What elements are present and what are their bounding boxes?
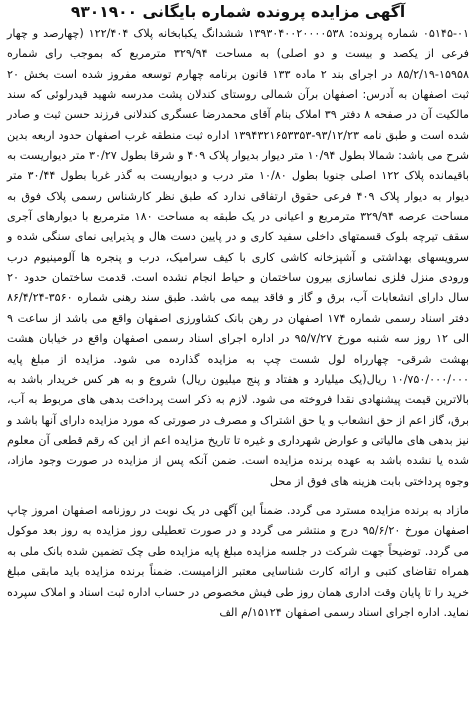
notice-body: ۰۵۱۴۵-۰۱ شماره پرونده: ۱۳۹۳۰۴۰۰۲۰۰۰۰۵۳۸ ششدانگ یکبابخانه پلاک ۱۲۲/۴۰۴ (چهارصد و چهار فرعی از یکصد و بیست و دو اصلی) به مساحت ۳۲۹/۹۴ مترمربع که بموجب رای شماره ۱۵۹۵۸-۸۵/۲/۱۹ در اجرای بند ۲ ماده ۱۳۳ قانون برنامه چهارم توسعه مفروز شده است بخش ۲۰ ثبت اصفهان به آدرس: اصفهان برآن شمالی روستای کندلان پشت مدرسه شهید قیدرلوئی که سند مالکیت آن در صفحه ۸ دفتر ۳۹ املاک بنام آقای محمدرضا عسگری کندلانی فرزند حسن ثبت و صادر شده است و طبق نامه ۹۳/۱۲/۲۳-۱۳۹۴۳۲۱۶۵۳۳۵۳ اداره ثبت منطقه غرب اصفهان حدود اربعه بدین شرح می باشد: شمالا بطول ۱۰/۹۴ متر دیوار بدیوار پلاک ۴۰۹ و شرقا بطول ۳۰/۲۷ متر دیواریست به باقیمانده پلاک ۱۲۲ اصلی جنوبا بطول ۱۰/۸۰ متر درب و دیواریست به گذر غربا بطول ۳۰/۴۴ متر دیوار به دیوار پلاک ۴۰۹ فرعی حقوق ارتفاقی ندارد که طبق نظر کارشناس رسمی پلاک فوق به مساحت عرصه ۳۲۹/۹۴ مترمربع و اعیانی در یک طبقه به مساحت ۱۸۰ مترمربع با دیوارهای آجری سقف تیرچه بلوک قسمتهای داخلی سفید کاری و در پایین دست هال و پذیرایی نمای سنگی شده و سرویسهای بهداشتی و آشپزخانه کاشی کاری با کیف سرامیک، درب و پنجره ها آلومینیوم درب ورودی منزل فلزی نماسازی بیرون ساختمان و حیاط انجام نشده است. قدمت ساختمان حدود ۲۰ سال دارای انشعابات آب، برق و گاز و فاقد بیمه می باشد. طبق سند رهنی شماره ۳۵۶۰-۸۶/۴/۲۴ دفتر اسناد رسمی شماره ۱۷۴ اصفهان در رهن بانک کشاورزی اصفهان واقع می باشد از ساعت ۹ الی ۱۲ روز سه شنبه مورخ ۹۵/۷/۲۷ در اداره اجرای اسناد رسمی اصفهان واقع در خیابان هشت بهشت شرقی- چهارراه لول شست چپ به مزایده گذارده می شود. مزایده از مبلغ پایه ۱۰/۷۵۰/۰۰۰/۰۰۰ ریال(یک میلیارد و هفتاد و پنج میلیون ریال) شروع و به هر کس خریدار باشد به بالاترین قیمت پیشنهادی نقدا فروخته می شود. لازم به ذکر است پرداخت بدهی های مربوط به آب، برق، گاز اعم از حق انشعاب و یا حق اشتراک و مصرف در صورتی که مورد مزایده دارای آنها باشد و نیز بدهی های مالیاتی و عوارض شهرداری و غیره تا تاریخ مزایده اعم از این که رقم قطعی آن معلوم شده یا نشده باشد به عهده برنده مزایده است. ضمن آنکه پس از مزایده در صورت وجود مازاد، وجوه پرداختی بابت هزینه های فوق از محل xyxy=(7,27,470,488)
notice-title: آگهی مزایده پرونده شماره بایگانی ۹۳۰۱۹۰۰ xyxy=(70,3,406,21)
paragraph-gap xyxy=(7,492,469,501)
notice-body-continued: مازاد به برنده مزایده مسترد می گردد. ضمناً این آگهی در یک نوبت در روزنامه اصفهان امروز چاپ اصفهان مورخ ۹۵/۶/۲۰ درج و منتشر می گردد و در صورت تعطیلی روز مزایده به روز بعد موکول می گردد. توضیحاً جهت شرکت در جلسه مزایده مبلغ پایه مزایده طی چک تضمین شده بانک ملی به همراه تقاضای کتبی و ارائه کارت شناسایی معتبر الزامیست. ضمناً برنده مزایده باید مابقی مبلغ خرید را تا پایان وقت اداری همان روز طی فیش مخصوص در حساب اداره ثبت اسناد و املاک سپرده نماید. اداره اجرای اسناد رسمی اصفهان ۱۵۱۲۴/م الف xyxy=(7,503,469,619)
